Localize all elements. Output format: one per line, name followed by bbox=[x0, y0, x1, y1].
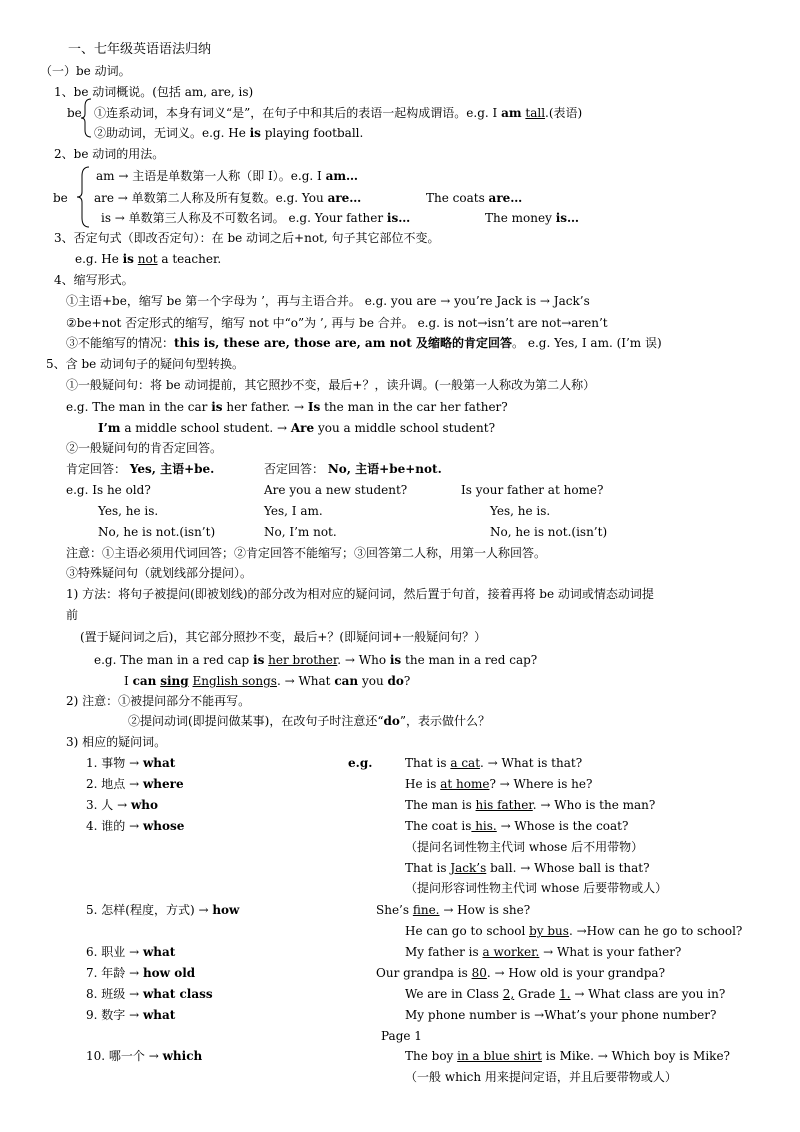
wh-example: She’s fine. → How is she? bbox=[376, 903, 531, 917]
brace-icon bbox=[76, 166, 90, 228]
rule-line: ②一般疑问句的肯否定回答。 bbox=[66, 441, 223, 455]
wh-item: 8. 班级 → what class bbox=[86, 987, 213, 1001]
wh-example: My father is a worker. → What is your father? bbox=[405, 945, 682, 959]
be-label: be bbox=[67, 106, 82, 120]
page-title: 一、七年级英语语法归纳 bbox=[68, 42, 212, 57]
rule-line: (置于疑问词之后)，其它部分照抄不变，最后+？(即疑问词+一般疑问句？） bbox=[80, 630, 487, 644]
example-line: e.g. The man in a red cap is her brother. → Who is the man in a red cap? bbox=[94, 653, 538, 667]
note-line: 2) 注意：①被提问部分不能再写。 bbox=[66, 694, 251, 708]
wh-item: 2. 地点 → where bbox=[86, 777, 184, 791]
page-number: Page 1 bbox=[381, 1029, 422, 1043]
subsection-heading: 5、含 be 动词句子的疑问句型转换。 bbox=[46, 357, 245, 371]
note-line: ②提问动词(即提问做某事)，在改句子时注意还“do”，表示做什么？ bbox=[128, 714, 491, 728]
wh-item: 7. 年龄 → how old bbox=[86, 966, 196, 980]
wh-example: He is at home? → Where is he? bbox=[405, 777, 593, 791]
table-cell: Yes, I am. bbox=[264, 504, 323, 518]
note-line: 注意：①主语必须用代词回答；②肯定回答不能缩写；③回答第二人称，用第一人称回答。 bbox=[66, 546, 547, 560]
example-line: I’m a middle school student. → Are you a middle school student? bbox=[98, 421, 496, 435]
wh-note: （一般 which 用来提问定语，并且后要带物或人） bbox=[405, 1070, 677, 1084]
subsection-heading: 3、否定句式（即改否定句）：在 be 动词之后+not, 句子其它部位不变。 bbox=[54, 231, 440, 245]
rule-line: ②be+not 否定形式的缩写，缩写 not 中“o”为 ’, 再与 be 合并。 e.g. is not→isn’t are not→aren’t bbox=[66, 316, 608, 330]
table-cell: e.g. Is he old? bbox=[66, 483, 151, 497]
brace-icon bbox=[80, 98, 92, 138]
wh-example: The boy in a blue shirt is Mike. → Which boy is Mike? bbox=[405, 1049, 730, 1063]
rule-line: ①一般疑问句：将 be 动词提前，其它照抄不变，最后+？，读升调。(一般第一人称改为第二人称） bbox=[66, 378, 596, 392]
eg-label: e.g. bbox=[348, 756, 373, 770]
table-cell: Are you a new student? bbox=[264, 483, 408, 497]
subsection-heading: 4、缩写形式。 bbox=[54, 273, 134, 287]
wh-note: （提问名词性物主代词 whose 后不用带物） bbox=[405, 840, 644, 854]
table-cell: Is your father at home? bbox=[461, 483, 604, 497]
positive-answer: 肯定回答： Yes, 主语+be. bbox=[66, 462, 215, 476]
wh-note: （提问形容词性物主代词 whose 后要带物或人） bbox=[405, 881, 668, 895]
wh-item: 6. 职业 → what bbox=[86, 945, 176, 959]
usage-example: The coats are… bbox=[426, 191, 523, 205]
subsection-heading: 1、be 动词概说。(包括 am, are, is) bbox=[54, 85, 254, 99]
usage-row: am → 主语是单数第一人称（即 I）。e.g. I am… bbox=[96, 169, 359, 183]
example-line: I can sing English songs. → What can you do? bbox=[124, 674, 411, 688]
negative-answer: 否定回答： No, 主语+be+not. bbox=[264, 462, 442, 476]
wh-example: The man is his father. → Who is the man? bbox=[405, 798, 656, 812]
table-cell: No, he is not.(isn’t) bbox=[98, 525, 216, 539]
usage-example: The money is… bbox=[485, 211, 580, 225]
table-cell: Yes, he is. bbox=[98, 504, 159, 518]
wh-example: That is Jack’s ball. → Whose ball is that? bbox=[405, 861, 650, 875]
section-heading: （一）be 动词。 bbox=[40, 64, 131, 78]
rule-line: ③特殊疑问句（就划线部分提问）。 bbox=[66, 566, 253, 580]
wh-example: Our grandpa is 80. → How old is your grandpa? bbox=[376, 966, 666, 980]
usage-row: is → 单数第三人称及不可数名词。 e.g. Your father is… bbox=[101, 211, 411, 225]
usage-row: are → 单数第二人称及所有复数。e.g. You are… bbox=[94, 191, 362, 205]
rule-line: 1) 方法：将句子被提问(即被划线)的部分改为相对应的疑问词，然后置于句首，接着再将 be 动词或情态动词提 bbox=[66, 587, 654, 601]
example-line: e.g. He is not a teacher. bbox=[75, 252, 222, 266]
wh-example: My phone number is →What’s your phone number? bbox=[405, 1008, 717, 1022]
table-cell: No, I’m not. bbox=[264, 525, 337, 539]
wh-item: 10. 哪一个 → which bbox=[86, 1049, 203, 1063]
wh-example: We are in Class 2, Grade 1. → What class are you in? bbox=[405, 987, 726, 1001]
table-cell: Yes, he is. bbox=[490, 504, 551, 518]
subsection-heading: 2、be 动词的用法。 bbox=[54, 147, 165, 161]
wh-example: He can go to school by bus. →How can he go to school? bbox=[405, 924, 743, 938]
wh-example: That is a cat. → What is that? bbox=[405, 756, 583, 770]
rule-line: ③不能缩写的情况：this is, these are, those are, am not 及缩略的肯定回答。 e.g. Yes, I am. (I’m 误) bbox=[66, 336, 662, 350]
wh-example: The coat is his. → Whose is the coat? bbox=[405, 819, 629, 833]
be-label: be bbox=[53, 191, 68, 205]
wh-item: 4. 谁的 → whose bbox=[86, 819, 185, 833]
example-line: e.g. The man in the car is her father. → Is the man in the car her father? bbox=[66, 400, 508, 414]
rule-line: 前 bbox=[66, 608, 79, 622]
definition-line: ①连系动词，本身有词义“是”，在句子中和其后的表语一起构成谓语。e.g. I am tall.(表语) bbox=[94, 106, 583, 120]
wh-item: 5. 怎样(程度，方式) → how bbox=[86, 903, 240, 917]
wh-item: 1. 事物 → what bbox=[86, 756, 176, 770]
definition-line: ②助动词，无词义。e.g. He is playing football. bbox=[94, 126, 364, 140]
table-cell: No, he is not.(isn’t) bbox=[490, 525, 608, 539]
rule-line: ①主语+be，缩写 be 第一个字母为 ’，再与主语合并。 e.g. you are → you’re Jack is → Jack’s bbox=[66, 294, 590, 308]
rule-line: 3) 相应的疑问词。 bbox=[66, 735, 167, 749]
wh-item: 3. 人 → who bbox=[86, 798, 159, 812]
wh-item: 9. 数字 → what bbox=[86, 1008, 176, 1022]
